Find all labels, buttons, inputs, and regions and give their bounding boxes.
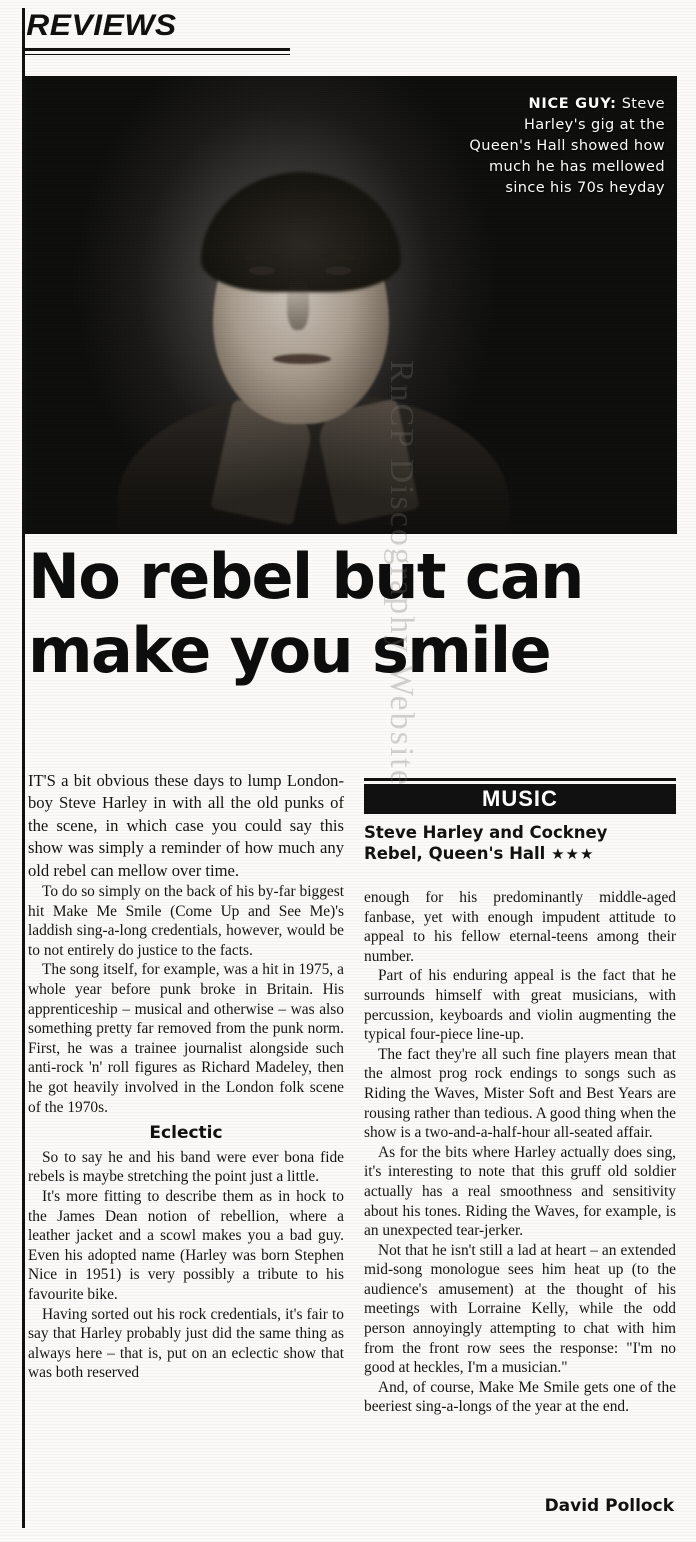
music-review-box (364, 778, 676, 865)
paragraph: To do so simply on the back of his by-far biggest hit Make Me Smile (Come Up and See Me)'s laddish sing-a-long credentials, however, would be to not entirely do justice to the facts. (28, 883, 344, 959)
paragraph: As for the bits where Harley actually does sing, it's interesting to note that this gruff old soldier actually has a real smoothness and sensitivity about his tones. Riding the Waves, for example, is an unexpected tear-jerker. (364, 1143, 676, 1240)
star-rating: ★★★ (551, 845, 595, 863)
paragraph: IT'S a bit obvious these days to lump London-boy Steve Harley in with all the old punks of the scene, in which case you could say this show was simply a reminder of how much any old rebel can mellow over time. (28, 771, 344, 880)
paragraph: Not that he isn't still a lad at heart – an extended mid-song monologue sees him heat up (to the audience's amusement) at the thought of his meetings with Lorraine Kelly, while the odd person annoyingly attempting to chat with him from the front row sees the response: "I'm no good at heckles, I'm a musician." (364, 1241, 676, 1377)
page-title (28, 540, 676, 688)
paragraph: The song itself, for example, was a hit in 1975, a whole year before punk broke in Britain. His apprenticeship – musical and otherwise – was also something pretty far removed from the punk norm. First, he was a trainee journalist alongside such anti-rock 'n' roll figures as Richard Madeley, then he got heavily involved in the London folk scene of the 1970s. (28, 961, 344, 1116)
watermark: RnCP Discography Website (383, 360, 420, 787)
body-column-left (28, 770, 344, 1383)
music-box-rule (364, 778, 676, 781)
byline: David Pollock (544, 1496, 674, 1516)
music-act-line-2: Rebel, Queen's Hall (364, 844, 546, 863)
section-title: REVIEWS (26, 9, 177, 42)
music-box-credits (364, 822, 676, 865)
subhead: Eclectic (149, 1123, 223, 1144)
paragraph: The fact they're all such fine players mean that the almost prog rock endings to songs such as Riding the Waves, Mister Soft and Best Years are rousing rather than tedious. A good thing when the show is a two-and-a-half-hour all-seated affair. (364, 1045, 676, 1142)
paragraph: So to say he and his band were ever bona fide rebels is maybe stretching the point just a little. (28, 1148, 344, 1186)
paragraph: And, of course, Make Me Smile gets one of the beeriest sing-a-longs of the year at the end. (364, 1378, 676, 1416)
headline-line-2: make you smile (28, 614, 551, 687)
section-header (22, 10, 682, 42)
photo-caption-text: Steve Harley's gig at the Queen's Hall showed how much he has mellowed since his 70s heyday (469, 96, 665, 196)
section-rule-thin (22, 54, 290, 55)
music-act-line-1: Steve Harley and Cockney (364, 823, 608, 842)
paragraph: It's more fitting to describe them as in hock to the James Dean notion of rebellion, where a leather jacket and a scowl makes you a bad guy. Even his adopted name (Harley was born Stephen Nice in 1951) is very possibly a tribute to his favourite bike. (28, 1187, 344, 1303)
paragraph: enough for his predominantly middle-aged fanbase, yet with enough impudent attitude to appeal to his fellow eternal-teens among their number. (364, 889, 676, 965)
body-column-right (364, 888, 676, 1417)
paragraph: Part of his enduring appeal is the fact that he surrounds himself with great musicians, with percussion, keyboards and violin augmenting the typical four-piece line-up. (364, 967, 676, 1044)
article-photo (25, 76, 677, 534)
photo-caption (469, 94, 665, 199)
music-venue-line (364, 843, 676, 865)
photo-caption-label: NICE GUY: (528, 96, 617, 112)
paragraph: Having sorted out his rock credentials, it's fair to say that Harley probably just did the same thing as always here – that is, put on an eclectic show that was both reserved (28, 1305, 344, 1382)
headline-line-1: No rebel but can (28, 540, 583, 613)
music-box-label: MUSIC (364, 784, 676, 814)
section-rule-thick (22, 48, 290, 51)
